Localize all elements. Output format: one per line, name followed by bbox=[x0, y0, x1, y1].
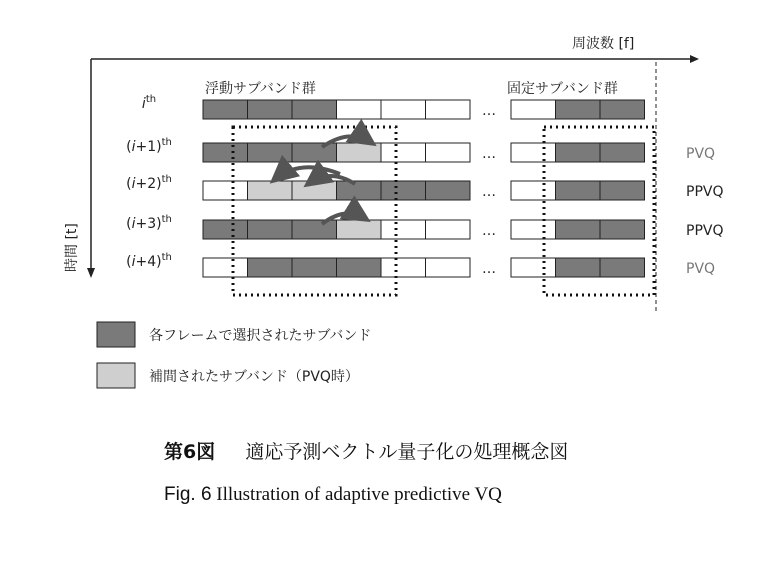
frame-row bbox=[126, 252, 715, 277]
prediction-arrow bbox=[274, 167, 340, 180]
figure-number-en: Fig. 6 bbox=[164, 484, 212, 505]
figure-title-en: Illustration of adaptive predictive VQ bbox=[216, 484, 502, 505]
empty-subband bbox=[511, 220, 556, 239]
ellipsis: … bbox=[482, 103, 496, 119]
selected-subband bbox=[600, 258, 645, 277]
empty-subband bbox=[511, 143, 556, 162]
selected-subband bbox=[248, 258, 293, 277]
frame-label: $(i+1)^{th}$ bbox=[126, 137, 172, 155]
selected-subband bbox=[248, 220, 293, 239]
frame-row bbox=[126, 214, 723, 239]
selected-subband bbox=[426, 181, 471, 200]
selected-subband bbox=[556, 143, 601, 162]
time-axis-arrowhead bbox=[87, 268, 95, 278]
frame-label: $(i+4)^{th}$ bbox=[126, 252, 172, 270]
selected-subband bbox=[600, 100, 645, 119]
frame-row bbox=[142, 94, 645, 119]
interpolated-subband bbox=[292, 181, 337, 200]
selected-subband bbox=[248, 100, 293, 119]
ellipsis: … bbox=[482, 146, 496, 162]
method-label: PPVQ bbox=[686, 223, 724, 239]
selected-subband bbox=[556, 181, 601, 200]
selected-subband bbox=[600, 220, 645, 239]
selected-subband bbox=[203, 220, 248, 239]
legend-label-selected: 各フレームで選択されたサブバンド bbox=[149, 328, 372, 344]
figure-number-jp: 第6図 bbox=[164, 441, 216, 463]
floating-group-label: 浮動サブバンド群 bbox=[205, 81, 316, 97]
selected-subband bbox=[292, 143, 337, 162]
empty-subband bbox=[381, 100, 426, 119]
method-label: PVQ bbox=[686, 146, 716, 162]
empty-subband bbox=[511, 258, 556, 277]
frame-row bbox=[126, 174, 723, 200]
frequency-axis-arrowhead bbox=[690, 55, 699, 63]
method-label: PVQ bbox=[686, 261, 716, 277]
empty-subband bbox=[511, 181, 556, 200]
selected-subband bbox=[337, 181, 382, 200]
empty-subband bbox=[337, 100, 382, 119]
legend-swatch-interpolated bbox=[97, 363, 135, 388]
interpolated-subband bbox=[337, 143, 382, 162]
selected-subband bbox=[556, 100, 601, 119]
empty-subband bbox=[426, 220, 471, 239]
time-axis-label: 時間 [t] bbox=[64, 223, 80, 272]
frame-label: $(i+3)^{th}$ bbox=[126, 214, 172, 232]
method-label: PPVQ bbox=[686, 184, 724, 200]
selected-subband bbox=[292, 220, 337, 239]
empty-subband bbox=[426, 143, 471, 162]
fixed-group-label: 固定サブバンド群 bbox=[507, 81, 618, 97]
selected-subband bbox=[600, 143, 645, 162]
frame-rows bbox=[126, 94, 723, 277]
figure-title-jp: 適応予測ベクトル量子化の処理概念図 bbox=[245, 441, 569, 463]
empty-subband bbox=[203, 181, 248, 200]
frame-label: $(i+2)^{th}$ bbox=[126, 174, 172, 192]
selected-subband bbox=[248, 143, 293, 162]
selected-subband bbox=[292, 258, 337, 277]
legend-swatch-selected bbox=[97, 322, 135, 347]
interpolated-subband bbox=[248, 181, 293, 200]
frame-row bbox=[126, 137, 715, 162]
figure-caption-jp bbox=[164, 437, 568, 464]
empty-subband bbox=[381, 220, 426, 239]
selected-subband bbox=[600, 181, 645, 200]
empty-subband bbox=[426, 100, 471, 119]
selected-subband bbox=[556, 258, 601, 277]
frame-label: $i^{th}$ bbox=[141, 94, 157, 112]
empty-subband bbox=[511, 100, 556, 119]
selected-subband bbox=[292, 100, 337, 119]
empty-subband bbox=[381, 143, 426, 162]
ellipsis: … bbox=[482, 184, 496, 200]
legend-label-interpolated: 補間されたサブバンド（PVQ時） bbox=[149, 369, 359, 385]
empty-subband bbox=[203, 258, 248, 277]
selected-subband bbox=[381, 181, 426, 200]
selected-subband bbox=[556, 220, 601, 239]
selected-subband bbox=[203, 100, 248, 119]
selected-subband bbox=[337, 258, 382, 277]
figure-caption-en bbox=[164, 484, 502, 506]
ellipsis: … bbox=[482, 223, 496, 239]
empty-subband bbox=[381, 258, 426, 277]
frequency-axis-label: 周波数 [f] bbox=[572, 36, 635, 52]
selected-subband bbox=[203, 143, 248, 162]
empty-subband bbox=[426, 258, 471, 277]
ellipsis: … bbox=[482, 261, 496, 277]
interpolated-subband bbox=[337, 220, 382, 239]
